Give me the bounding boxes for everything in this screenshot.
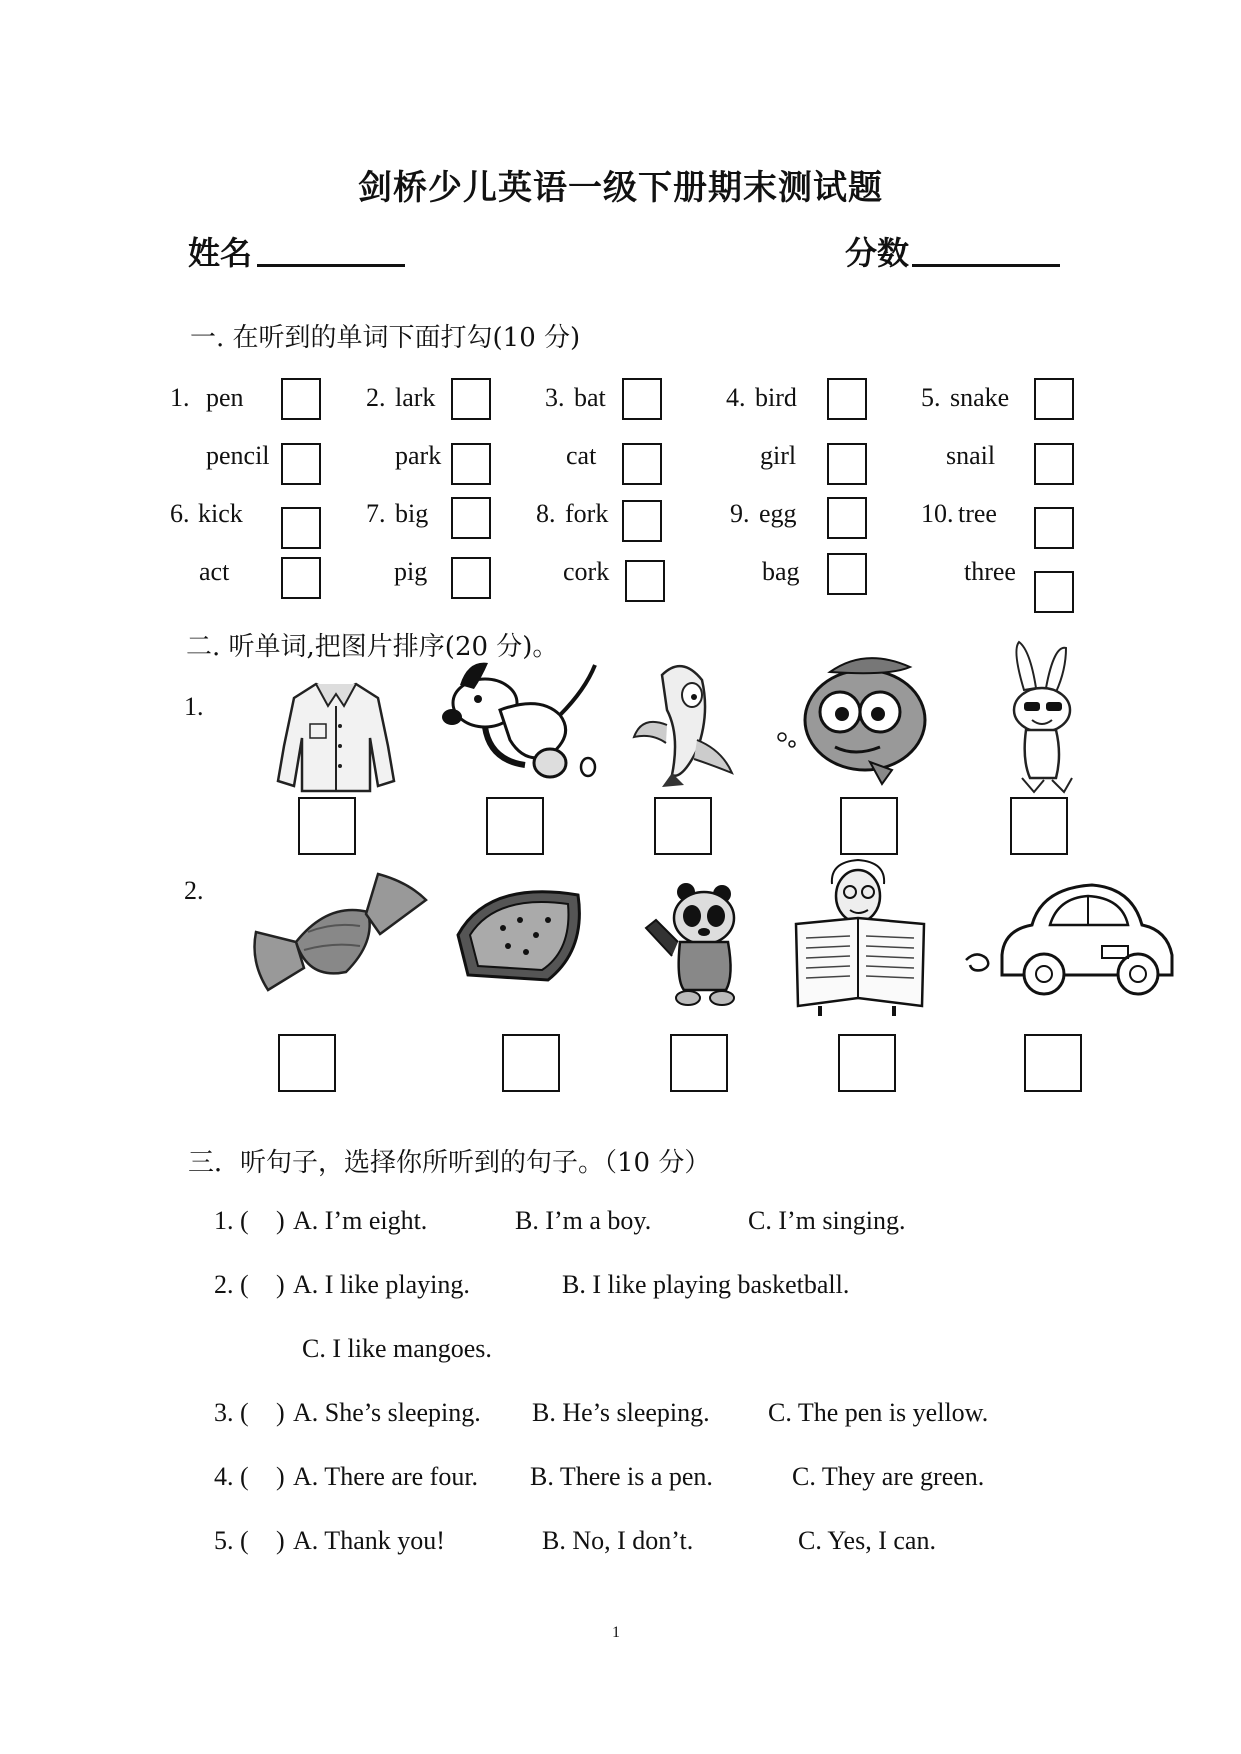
word-option: lark (395, 383, 436, 412)
rabbit-picture (994, 640, 1094, 795)
option-a: A. There are four. (293, 1462, 479, 1491)
order-box[interactable] (654, 797, 712, 855)
answer-paren: ) (276, 1270, 285, 1299)
word-option: girl (760, 441, 797, 470)
item-number: 3. (545, 383, 565, 412)
word-option: bird (755, 383, 797, 412)
candy-picture (248, 862, 428, 1002)
checkbox[interactable] (827, 497, 867, 539)
checkbox[interactable] (622, 378, 662, 420)
section1-heading: 一. 在听到的单词下面打勾(10 分) (190, 323, 581, 353)
word-option: big (395, 499, 429, 528)
panda-picture (636, 880, 746, 1010)
item-number: 8. (536, 499, 556, 528)
checkbox[interactable] (451, 378, 491, 420)
watermelon-picture (448, 880, 588, 985)
word-option: act (199, 557, 230, 586)
item-number: 10. (921, 499, 954, 528)
item-number: 6. (170, 499, 190, 528)
checkbox[interactable] (622, 500, 662, 542)
checkbox[interactable] (451, 497, 491, 539)
question-number: 5. ( (214, 1526, 249, 1555)
option-b: B. I’m a boy. (515, 1206, 652, 1235)
checkbox[interactable] (281, 378, 321, 420)
item-number: 7. (366, 499, 386, 528)
word-option: kick (198, 499, 243, 528)
order-box[interactable] (486, 797, 544, 855)
item-number: 5. (921, 383, 941, 412)
checkbox[interactable] (827, 443, 867, 485)
fish-picture (770, 642, 945, 792)
checkbox[interactable] (625, 560, 665, 602)
order-box[interactable] (502, 1034, 560, 1092)
option-c: C. I like mangoes. (302, 1334, 492, 1363)
shirt-picture (266, 676, 406, 796)
checkbox[interactable] (1034, 571, 1074, 613)
checkbox[interactable] (827, 378, 867, 420)
order-box[interactable] (1010, 797, 1068, 855)
option-c: C. The pen is yellow. (768, 1398, 989, 1427)
order-box[interactable] (298, 797, 356, 855)
name-blank[interactable] (257, 264, 405, 267)
word-option: egg (759, 499, 797, 528)
option-a: A. I’m eight. (293, 1206, 428, 1235)
option-c: C. I’m singing. (748, 1206, 906, 1235)
answer-paren: ) (276, 1398, 285, 1427)
order-box[interactable] (670, 1034, 728, 1092)
word-option: tree (958, 499, 997, 528)
checkbox[interactable] (1034, 378, 1074, 420)
question-number: 2. ( (214, 1270, 249, 1299)
item-number: 4. (726, 383, 746, 412)
checkbox[interactable] (622, 443, 662, 485)
score-label: 分数 (845, 234, 910, 272)
checkbox[interactable] (1034, 507, 1074, 549)
word-option: pencil (206, 441, 270, 470)
answer-paren: ) (276, 1206, 285, 1235)
order-box[interactable] (838, 1034, 896, 1092)
question-number: 4. ( (214, 1462, 249, 1491)
page-number: 1 (612, 1624, 620, 1641)
row-number: 2. (184, 876, 204, 905)
word-option: snake (950, 383, 1010, 412)
checkbox[interactable] (451, 557, 491, 599)
checkbox[interactable] (281, 443, 321, 485)
checkbox[interactable] (1034, 443, 1074, 485)
page-title: 剑桥少儿英语一级下册期末测试题 (358, 168, 883, 208)
grandpa-newspaper-picture (790, 856, 930, 1016)
word-option: park (395, 441, 442, 470)
word-option: fork (565, 499, 609, 528)
option-c: C. They are green. (792, 1462, 985, 1491)
option-a: A. I like playing. (293, 1270, 470, 1299)
dog-picture (430, 655, 605, 790)
checkbox[interactable] (281, 557, 321, 599)
checkbox[interactable] (827, 553, 867, 595)
answer-paren: ) (276, 1462, 285, 1491)
order-box[interactable] (278, 1034, 336, 1092)
word-option: cork (563, 557, 610, 586)
banana-picture (622, 655, 740, 790)
answer-paren: ) (276, 1526, 285, 1555)
option-b: B. No, I don’t. (542, 1526, 694, 1555)
word-option: pen (206, 383, 244, 412)
word-option: bag (762, 557, 800, 586)
checkbox[interactable] (281, 507, 321, 549)
order-box[interactable] (840, 797, 898, 855)
word-option: snail (946, 441, 996, 470)
order-box[interactable] (1024, 1034, 1082, 1092)
row-number: 1. (184, 692, 204, 721)
word-option: three (964, 557, 1016, 586)
option-b: B. I like playing basketball. (562, 1270, 850, 1299)
section2-heading: 二. 听单词,把图片排序(20 分)。 (186, 632, 559, 662)
option-a: A. She’s sleeping. (293, 1398, 481, 1427)
option-c: C. Yes, I can. (798, 1526, 936, 1555)
option-a: A. Thank you! (293, 1526, 445, 1555)
name-label: 姓名 (188, 234, 253, 272)
word-option: pig (394, 557, 428, 586)
option-b: B. He’s sleeping. (532, 1398, 710, 1427)
checkbox[interactable] (451, 443, 491, 485)
car-picture (962, 870, 1184, 1005)
question-number: 3. ( (214, 1398, 249, 1427)
word-option: cat (566, 441, 597, 470)
item-number: 2. (366, 383, 386, 412)
option-b: B. There is a pen. (530, 1462, 713, 1491)
score-blank[interactable] (912, 264, 1060, 267)
item-number: 1. (170, 383, 190, 412)
item-number: 9. (730, 499, 750, 528)
question-number: 1. ( (214, 1206, 249, 1235)
word-option: bat (574, 383, 606, 412)
section3-heading: 三．听句子，选择你所听到的句子。（10 分） (188, 1148, 711, 1178)
